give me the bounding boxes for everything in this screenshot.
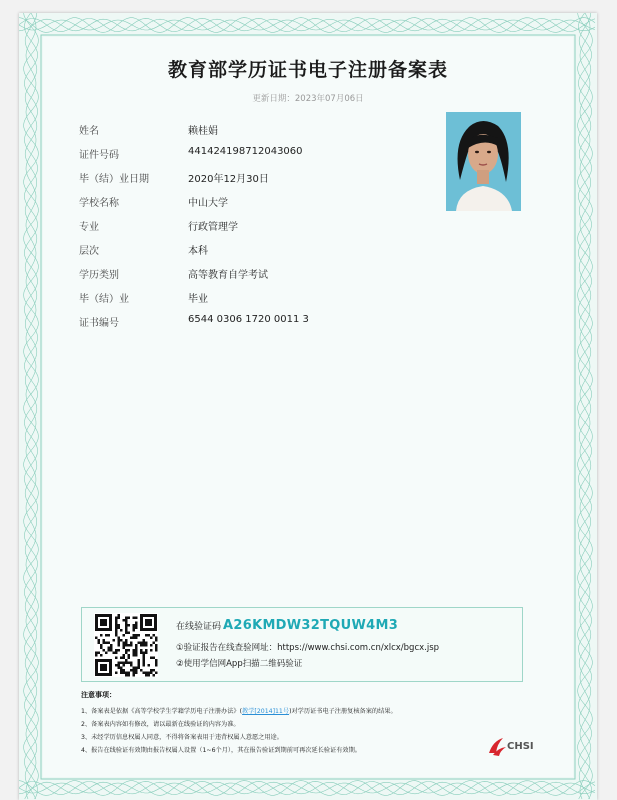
- field-label: 姓名: [79, 126, 99, 137]
- field-label: 学历类别: [79, 270, 119, 281]
- field-label: 毕（结）业: [79, 294, 129, 305]
- regulation-link[interactable]: 教学[2014]11号: [242, 708, 290, 715]
- note-item: [81, 706, 397, 715]
- chsi-logo: [487, 735, 537, 757]
- qr-code[interactable]: [94, 613, 158, 677]
- note-text: 1、备案表是依据《高等学校学生学籍学历电子注册办法》(: [81, 708, 243, 715]
- field-label: 层次: [79, 246, 99, 257]
- update-date: [19, 92, 597, 104]
- field-value: 行政管理学: [188, 222, 238, 233]
- document-title: 教育部学历证书电子注册备案表: [167, 59, 448, 81]
- update-value: 2023年07月06日: [294, 94, 364, 104]
- notes-title: 注意事项：: [81, 691, 116, 699]
- note-text: )对学历证书电子注册复核备案的结果。: [289, 708, 397, 715]
- field-label: 学校名称: [79, 198, 119, 209]
- field-label: 专业: [79, 222, 99, 233]
- verification-code: A26KMDW32TQUW4M3: [223, 618, 399, 633]
- verification-app-line: ②使用学信网App扫描二维码验证: [176, 659, 303, 669]
- verification-code-label: 在线验证码: [176, 622, 222, 632]
- chsi-logo-text: CHSI: [507, 741, 534, 752]
- field-value: 2020年12月30日: [188, 174, 269, 185]
- verification-panel: [81, 607, 523, 682]
- portrait-photo: [446, 112, 521, 211]
- note-item: 4、报告在线验证有效期由报告权属人设置（1~6个月），其在报告验证到期前可再次延长验证有效期。: [81, 747, 361, 754]
- field-value: 6544 0306 1720 0011 3: [188, 314, 309, 325]
- field-value: 本科: [188, 246, 208, 257]
- verification-code-line: [176, 618, 398, 633]
- field-value: 毕业: [188, 294, 208, 305]
- note-item: 3、未经学历信息权属人同意，不得将备案表用于违背权属人意愿之用途。: [81, 734, 283, 741]
- field-value: 赖桂娟: [188, 126, 218, 137]
- field-value: 中山大学: [188, 198, 228, 209]
- field-value: 441424198712043060: [188, 146, 303, 157]
- field-label: 证件号码: [79, 150, 119, 161]
- chsi-emblem-icon: [487, 735, 507, 757]
- update-label: 更新日期：: [252, 94, 295, 104]
- field-label: 证书编号: [79, 318, 119, 329]
- verification-url-line: ①验证报告在线查验网址：https://www.chsi.com.cn/xlcx/bgcx.jsp: [176, 643, 440, 653]
- document-page: [19, 13, 597, 800]
- note-item: 2、备案表内容如有修改，请以最新在线验证的内容为准。: [81, 721, 240, 728]
- field-label: 毕（结）业日期: [79, 174, 149, 185]
- field-value: 高等教育自学考试: [188, 270, 268, 281]
